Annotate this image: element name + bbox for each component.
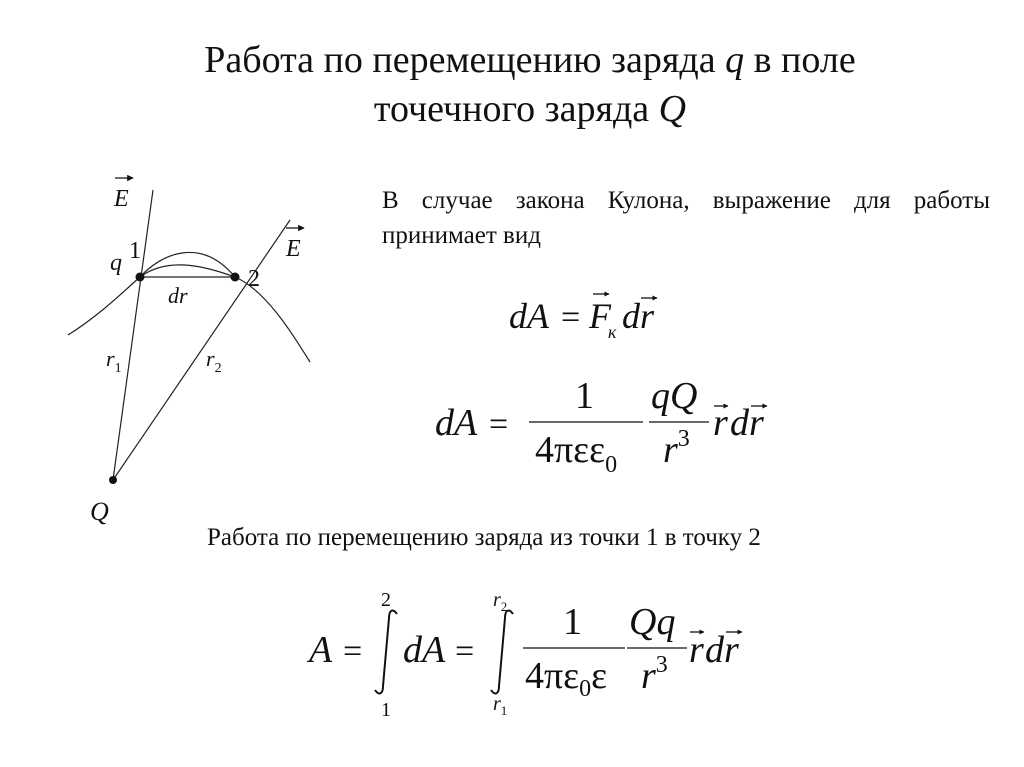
label-dr: dr [168,283,188,308]
f3-int2-lower: $r_1$ [493,693,508,718]
f3-int1-lower: 1 [381,699,391,721]
f3-dr: dr [705,629,739,671]
f3-eq2: = [455,633,475,670]
label-Q: Q [90,497,109,526]
f2-eq: = [489,406,509,443]
charge-Q-point [109,476,117,484]
title-part1: Работа по перемещению заряда [204,39,726,81]
label-E-left: E [114,186,129,212]
slide-title [80,36,980,134]
field-line-left [113,190,153,480]
f1-dr: dr [622,296,655,336]
f2-den1: 4πεε$_0$ [535,429,618,478]
title-line2: точечного заряда [373,88,659,130]
f2-den2: $r^3$ [663,426,690,471]
label-q: q [110,250,122,276]
f1-sub-k: к [608,322,617,342]
label-E-right: E [286,236,301,262]
label-point-2: 2 [248,266,260,292]
f3-int1-upper: 2 [381,589,391,611]
point-2 [231,273,240,282]
f3-integral-sign-2 [491,611,513,694]
f3-r: r [689,629,704,671]
title-var-Q: Q [658,88,687,130]
f1-eq: = [561,299,581,336]
f1-dA: dA [509,296,549,336]
f2-num2: qQ [651,375,698,417]
formula-dA-Fdr [505,280,695,350]
label-point-1: 1 [129,238,141,264]
label-r2: $r_2$ [206,346,222,376]
f3-A: A [309,629,333,671]
formula-dA-coulomb [425,370,785,485]
f3-den2: $r^3$ [641,652,668,697]
f2-num1: 1 [575,375,594,417]
f3-num2: Qq [629,601,676,643]
work-1-to-2-text: Работа по перемещению заряда из точки 1 в точку 2 [207,524,761,551]
f2-r: r [713,402,728,444]
f1-F: F [589,296,611,336]
label-r1: $r_1$ [106,346,122,376]
equipotential-curve [68,265,310,362]
coulomb-text: В случае закона Кулона, выражение для работы принимает вид [382,187,990,249]
f3-num1: 1 [563,601,582,643]
f2-dA: dA [435,402,478,444]
f3-integral-sign-1 [375,611,397,694]
title-var-q: q [725,39,745,81]
f3-int2-upper: $r_2$ [493,589,508,614]
formula-A-integral [305,582,785,722]
f3-dA: dA [403,629,446,671]
point-1 [136,273,145,282]
f3-den1: $4\pi\varepsilon_0\varepsilon$ [525,655,608,702]
field-diagram [60,170,390,530]
f2-dr: dr [730,402,764,444]
title-part2: в поле [744,39,856,81]
f3-eq1: = [343,633,363,670]
